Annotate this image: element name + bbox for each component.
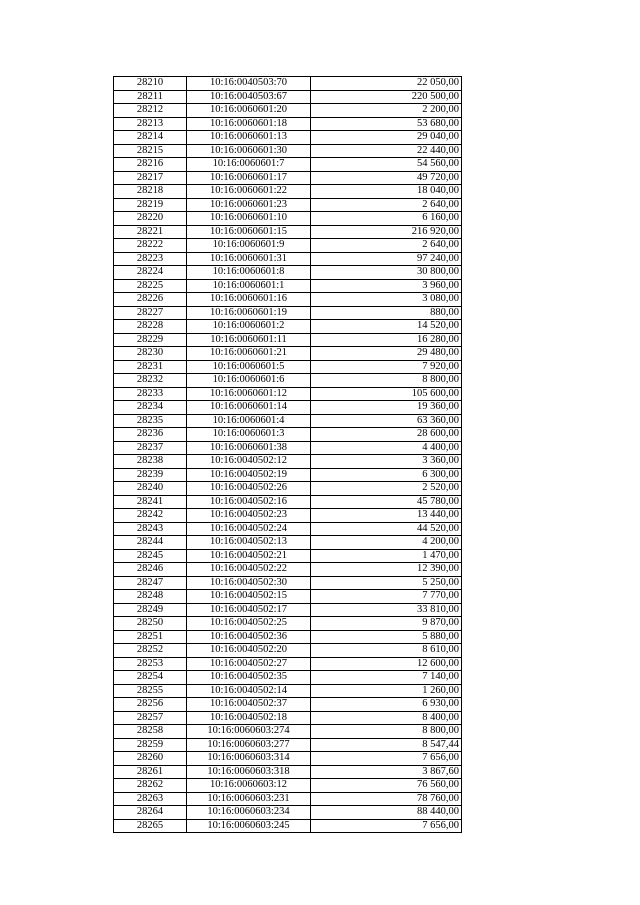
table-row bbox=[114, 576, 462, 590]
table-row bbox=[114, 657, 462, 671]
cadastral-number-cell: 10:16:0060601:21 bbox=[187, 347, 311, 361]
value-cell: 880,00 bbox=[311, 306, 462, 320]
table-row bbox=[114, 468, 462, 482]
value-cell: 5 880,00 bbox=[311, 630, 462, 644]
cadastral-number-cell: 10:16:0060601:18 bbox=[187, 117, 311, 131]
cadastral-number-cell: 10:16:0040502:14 bbox=[187, 684, 311, 698]
value-cell: 3 960,00 bbox=[311, 279, 462, 293]
cadastral-number-cell: 10:16:0060601:31 bbox=[187, 252, 311, 266]
value-cell: 12 390,00 bbox=[311, 563, 462, 577]
value-cell: 97 240,00 bbox=[311, 252, 462, 266]
row-number-cell: 28222 bbox=[114, 239, 187, 253]
row-number-cell: 28224 bbox=[114, 266, 187, 280]
row-number-cell: 28247 bbox=[114, 576, 187, 590]
table-row bbox=[114, 252, 462, 266]
cadastral-number-cell: 10:16:0060601:10 bbox=[187, 212, 311, 226]
row-number-cell: 28257 bbox=[114, 711, 187, 725]
row-number-cell: 28240 bbox=[114, 482, 187, 496]
table-row bbox=[114, 522, 462, 536]
value-cell: 4 400,00 bbox=[311, 441, 462, 455]
table-row bbox=[114, 104, 462, 118]
value-cell: 216 920,00 bbox=[311, 225, 462, 239]
table-row bbox=[114, 779, 462, 793]
value-cell: 49 720,00 bbox=[311, 171, 462, 185]
table-row bbox=[114, 347, 462, 361]
table-row bbox=[114, 482, 462, 496]
table-row bbox=[114, 144, 462, 158]
value-cell: 33 810,00 bbox=[311, 603, 462, 617]
value-cell: 8 800,00 bbox=[311, 374, 462, 388]
value-cell: 6 300,00 bbox=[311, 468, 462, 482]
cadastral-number-cell: 10:16:0060603:277 bbox=[187, 738, 311, 752]
row-number-cell: 28217 bbox=[114, 171, 187, 185]
value-cell: 7 920,00 bbox=[311, 360, 462, 374]
row-number-cell: 28263 bbox=[114, 792, 187, 806]
row-number-cell: 28242 bbox=[114, 509, 187, 523]
row-number-cell: 28212 bbox=[114, 104, 187, 118]
table-row bbox=[114, 360, 462, 374]
value-cell: 14 520,00 bbox=[311, 320, 462, 334]
row-number-cell: 28259 bbox=[114, 738, 187, 752]
row-number-cell: 28239 bbox=[114, 468, 187, 482]
cadastral-number-cell: 10:16:0060601:30 bbox=[187, 144, 311, 158]
cadastral-number-cell: 10:16:0060603:12 bbox=[187, 779, 311, 793]
row-number-cell: 28216 bbox=[114, 158, 187, 172]
cadastral-number-cell: 10:16:0060601:4 bbox=[187, 414, 311, 428]
table-row bbox=[114, 131, 462, 145]
table-row bbox=[114, 77, 462, 91]
value-cell: 8 800,00 bbox=[311, 725, 462, 739]
value-cell: 2 200,00 bbox=[311, 104, 462, 118]
row-number-cell: 28250 bbox=[114, 617, 187, 631]
row-number-cell: 28236 bbox=[114, 428, 187, 442]
value-cell: 63 360,00 bbox=[311, 414, 462, 428]
row-number-cell: 28233 bbox=[114, 387, 187, 401]
cadastral-number-cell: 10:16:0060601:5 bbox=[187, 360, 311, 374]
cadastral-number-cell: 10:16:0040502:27 bbox=[187, 657, 311, 671]
row-number-cell: 28261 bbox=[114, 765, 187, 779]
row-number-cell: 28251 bbox=[114, 630, 187, 644]
cadastral-number-cell: 10:16:0040502:19 bbox=[187, 468, 311, 482]
value-cell: 28 600,00 bbox=[311, 428, 462, 442]
table-row bbox=[114, 455, 462, 469]
value-cell: 78 760,00 bbox=[311, 792, 462, 806]
table-row bbox=[114, 239, 462, 253]
cadastral-number-cell: 10:16:0060601:22 bbox=[187, 185, 311, 199]
value-cell: 6 930,00 bbox=[311, 698, 462, 712]
cadastral-number-cell: 10:16:0060601:23 bbox=[187, 198, 311, 212]
cadastral-number-cell: 10:16:0060603:231 bbox=[187, 792, 311, 806]
row-number-cell: 28215 bbox=[114, 144, 187, 158]
cadastral-number-cell: 10:16:0060601:19 bbox=[187, 306, 311, 320]
cadastral-number-cell: 10:16:0060601:20 bbox=[187, 104, 311, 118]
cadastral-number-cell: 10:16:0060601:38 bbox=[187, 441, 311, 455]
table-row bbox=[114, 414, 462, 428]
table-row bbox=[114, 630, 462, 644]
cadastral-number-cell: 10:16:0040502:30 bbox=[187, 576, 311, 590]
cadastral-number-cell: 10:16:0060601:8 bbox=[187, 266, 311, 280]
value-cell: 88 440,00 bbox=[311, 806, 462, 820]
row-number-cell: 28243 bbox=[114, 522, 187, 536]
row-number-cell: 28229 bbox=[114, 333, 187, 347]
table-row bbox=[114, 428, 462, 442]
table-row bbox=[114, 279, 462, 293]
cadastral-number-cell: 10:16:0060603:245 bbox=[187, 819, 311, 833]
table-row bbox=[114, 374, 462, 388]
row-number-cell: 28246 bbox=[114, 563, 187, 577]
value-cell: 7 140,00 bbox=[311, 671, 462, 685]
cadastral-number-cell: 10:16:0060601:14 bbox=[187, 401, 311, 415]
cadastral-number-cell: 10:16:0040502:21 bbox=[187, 549, 311, 563]
cadastral-number-cell: 10:16:0040502:18 bbox=[187, 711, 311, 725]
row-number-cell: 28226 bbox=[114, 293, 187, 307]
table-row bbox=[114, 603, 462, 617]
table-row bbox=[114, 495, 462, 509]
cadastral-number-cell: 10:16:0060601:13 bbox=[187, 131, 311, 145]
cadastral-number-cell: 10:16:0040502:37 bbox=[187, 698, 311, 712]
table-row bbox=[114, 198, 462, 212]
value-cell: 2 640,00 bbox=[311, 198, 462, 212]
row-number-cell: 28223 bbox=[114, 252, 187, 266]
value-cell: 16 280,00 bbox=[311, 333, 462, 347]
row-number-cell: 28218 bbox=[114, 185, 187, 199]
row-number-cell: 28225 bbox=[114, 279, 187, 293]
value-cell: 54 560,00 bbox=[311, 158, 462, 172]
cadastral-number-cell: 10:16:0040502:26 bbox=[187, 482, 311, 496]
value-cell: 5 250,00 bbox=[311, 576, 462, 590]
cadastral-number-cell: 10:16:0060601:7 bbox=[187, 158, 311, 172]
value-cell: 13 440,00 bbox=[311, 509, 462, 523]
row-number-cell: 28219 bbox=[114, 198, 187, 212]
table-row bbox=[114, 333, 462, 347]
cadastral-number-cell: 10:16:0060601:16 bbox=[187, 293, 311, 307]
row-number-cell: 28258 bbox=[114, 725, 187, 739]
records-table-body bbox=[114, 77, 462, 833]
row-number-cell: 28253 bbox=[114, 657, 187, 671]
value-cell: 8 610,00 bbox=[311, 644, 462, 658]
row-number-cell: 28235 bbox=[114, 414, 187, 428]
records-table bbox=[113, 76, 462, 833]
value-cell: 9 870,00 bbox=[311, 617, 462, 631]
value-cell: 7 656,00 bbox=[311, 819, 462, 833]
row-number-cell: 28265 bbox=[114, 819, 187, 833]
cadastral-number-cell: 10:16:0040502:36 bbox=[187, 630, 311, 644]
value-cell: 44 520,00 bbox=[311, 522, 462, 536]
table-row bbox=[114, 387, 462, 401]
value-cell: 76 560,00 bbox=[311, 779, 462, 793]
cadastral-number-cell: 10:16:0040502:24 bbox=[187, 522, 311, 536]
row-number-cell: 28214 bbox=[114, 131, 187, 145]
table-row bbox=[114, 536, 462, 550]
row-number-cell: 28228 bbox=[114, 320, 187, 334]
row-number-cell: 28262 bbox=[114, 779, 187, 793]
cadastral-number-cell: 10:16:0060601:1 bbox=[187, 279, 311, 293]
row-number-cell: 28244 bbox=[114, 536, 187, 550]
cadastral-number-cell: 10:16:0040502:15 bbox=[187, 590, 311, 604]
value-cell: 6 160,00 bbox=[311, 212, 462, 226]
table-row bbox=[114, 698, 462, 712]
cadastral-number-cell: 10:16:0040502:16 bbox=[187, 495, 311, 509]
table-row bbox=[114, 644, 462, 658]
cadastral-number-cell: 10:16:0040502:22 bbox=[187, 563, 311, 577]
row-number-cell: 28211 bbox=[114, 90, 187, 104]
cadastral-number-cell: 10:16:0040502:12 bbox=[187, 455, 311, 469]
table-row bbox=[114, 590, 462, 604]
cadastral-number-cell: 10:16:0060603:314 bbox=[187, 752, 311, 766]
value-cell: 7 656,00 bbox=[311, 752, 462, 766]
row-number-cell: 28237 bbox=[114, 441, 187, 455]
table-row bbox=[114, 90, 462, 104]
value-cell: 29 480,00 bbox=[311, 347, 462, 361]
table-row bbox=[114, 441, 462, 455]
table-row bbox=[114, 549, 462, 563]
row-number-cell: 28248 bbox=[114, 590, 187, 604]
row-number-cell: 28245 bbox=[114, 549, 187, 563]
value-cell: 22 440,00 bbox=[311, 144, 462, 158]
cadastral-number-cell: 10:16:0060601:9 bbox=[187, 239, 311, 253]
row-number-cell: 28260 bbox=[114, 752, 187, 766]
value-cell: 19 360,00 bbox=[311, 401, 462, 415]
row-number-cell: 28221 bbox=[114, 225, 187, 239]
value-cell: 22 050,00 bbox=[311, 77, 462, 91]
table-row bbox=[114, 725, 462, 739]
cadastral-number-cell: 10:16:0040502:17 bbox=[187, 603, 311, 617]
row-number-cell: 28210 bbox=[114, 77, 187, 91]
value-cell: 8 547,44 bbox=[311, 738, 462, 752]
row-number-cell: 28238 bbox=[114, 455, 187, 469]
value-cell: 1 260,00 bbox=[311, 684, 462, 698]
table-row bbox=[114, 509, 462, 523]
value-cell: 4 200,00 bbox=[311, 536, 462, 550]
value-cell: 1 470,00 bbox=[311, 549, 462, 563]
row-number-cell: 28227 bbox=[114, 306, 187, 320]
cadastral-number-cell: 10:16:0040503:70 bbox=[187, 77, 311, 91]
cadastral-number-cell: 10:16:0060601:6 bbox=[187, 374, 311, 388]
table-row bbox=[114, 765, 462, 779]
table-row bbox=[114, 617, 462, 631]
cadastral-number-cell: 10:16:0040502:23 bbox=[187, 509, 311, 523]
row-number-cell: 28252 bbox=[114, 644, 187, 658]
table-row bbox=[114, 792, 462, 806]
cadastral-number-cell: 10:16:0040502:25 bbox=[187, 617, 311, 631]
table-row bbox=[114, 738, 462, 752]
value-cell: 3 867,60 bbox=[311, 765, 462, 779]
value-cell: 105 600,00 bbox=[311, 387, 462, 401]
value-cell: 12 600,00 bbox=[311, 657, 462, 671]
row-number-cell: 28230 bbox=[114, 347, 187, 361]
table-row bbox=[114, 306, 462, 320]
table-row bbox=[114, 671, 462, 685]
table-row bbox=[114, 320, 462, 334]
table-row bbox=[114, 401, 462, 415]
row-number-cell: 28232 bbox=[114, 374, 187, 388]
table-row bbox=[114, 711, 462, 725]
table-row bbox=[114, 266, 462, 280]
row-number-cell: 28249 bbox=[114, 603, 187, 617]
cadastral-number-cell: 10:16:0060601:12 bbox=[187, 387, 311, 401]
cadastral-number-cell: 10:16:0040502:35 bbox=[187, 671, 311, 685]
cadastral-number-cell: 10:16:0040503:67 bbox=[187, 90, 311, 104]
row-number-cell: 28256 bbox=[114, 698, 187, 712]
cadastral-number-cell: 10:16:0060603:274 bbox=[187, 725, 311, 739]
table-row bbox=[114, 212, 462, 226]
row-number-cell: 28241 bbox=[114, 495, 187, 509]
value-cell: 45 780,00 bbox=[311, 495, 462, 509]
table-row bbox=[114, 225, 462, 239]
cadastral-number-cell: 10:16:0060601:15 bbox=[187, 225, 311, 239]
row-number-cell: 28231 bbox=[114, 360, 187, 374]
row-number-cell: 28254 bbox=[114, 671, 187, 685]
cadastral-number-cell: 10:16:0060603:234 bbox=[187, 806, 311, 820]
value-cell: 7 770,00 bbox=[311, 590, 462, 604]
row-number-cell: 28234 bbox=[114, 401, 187, 415]
cadastral-number-cell: 10:16:0040502:13 bbox=[187, 536, 311, 550]
table-row bbox=[114, 819, 462, 833]
cadastral-number-cell: 10:16:0060601:3 bbox=[187, 428, 311, 442]
row-number-cell: 28255 bbox=[114, 684, 187, 698]
table-row bbox=[114, 171, 462, 185]
value-cell: 8 400,00 bbox=[311, 711, 462, 725]
row-number-cell: 28264 bbox=[114, 806, 187, 820]
value-cell: 3 360,00 bbox=[311, 455, 462, 469]
value-cell: 3 080,00 bbox=[311, 293, 462, 307]
cadastral-number-cell: 10:16:0060601:11 bbox=[187, 333, 311, 347]
cadastral-number-cell: 10:16:0060601:2 bbox=[187, 320, 311, 334]
value-cell: 2 520,00 bbox=[311, 482, 462, 496]
table-row bbox=[114, 563, 462, 577]
table-row bbox=[114, 185, 462, 199]
table-row bbox=[114, 684, 462, 698]
cadastral-number-cell: 10:16:0040502:20 bbox=[187, 644, 311, 658]
cadastral-number-cell: 10:16:0060603:318 bbox=[187, 765, 311, 779]
table-row bbox=[114, 117, 462, 131]
table-row bbox=[114, 752, 462, 766]
value-cell: 30 800,00 bbox=[311, 266, 462, 280]
value-cell: 18 040,00 bbox=[311, 185, 462, 199]
value-cell: 29 040,00 bbox=[311, 131, 462, 145]
value-cell: 2 640,00 bbox=[311, 239, 462, 253]
table-row bbox=[114, 293, 462, 307]
cadastral-number-cell: 10:16:0060601:17 bbox=[187, 171, 311, 185]
row-number-cell: 28213 bbox=[114, 117, 187, 131]
row-number-cell: 28220 bbox=[114, 212, 187, 226]
value-cell: 220 500,00 bbox=[311, 90, 462, 104]
table-row bbox=[114, 158, 462, 172]
table-row bbox=[114, 806, 462, 820]
value-cell: 53 680,00 bbox=[311, 117, 462, 131]
